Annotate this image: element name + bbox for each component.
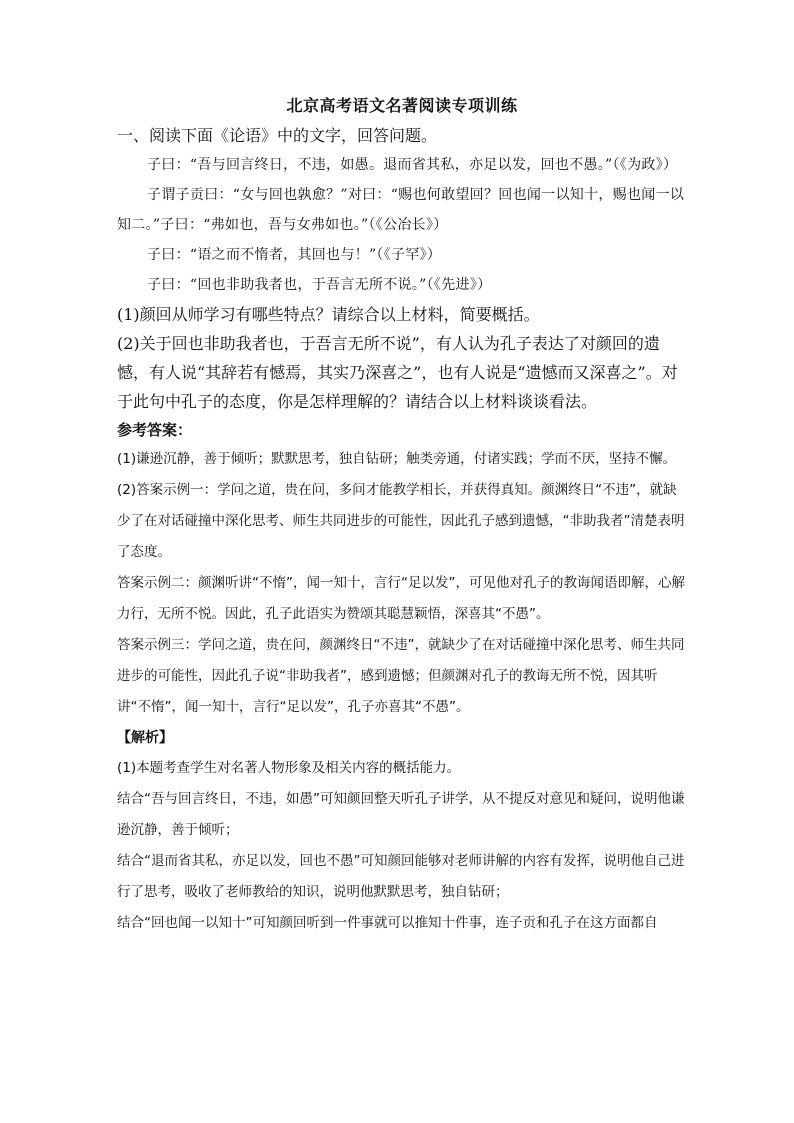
analysis-heading: 【解析】 — [117, 730, 173, 746]
answer-2-example-2: 答案示例二：颜渊听讲“不惰”，闻一知十，言行“足以发”，可见他对孔子的教诲闻语即解，心解力行，无所不悦。因此，孔子此语实为赞颂其聪慧颖悟，深喜其“不愚”。 — [117, 575, 685, 622]
quote-zihan: 子曰：“语之而不惰者，其回也与！”（《子罕》） — [147, 247, 442, 263]
answer-2-example-1: (2)答案示例一：学问之道，贵在问，多问才能教学相长，并获得真知。颜渊终日“不违”，就缺少了在对话碰撞中深化思考、师生共同进步的可能性，因此孔子感到遗憾，“非助我者”清楚表明了态度。 — [117, 482, 685, 560]
analysis-item: 结合“回也闻一以知十”可知颜回听到一件事就可以推知十件事，连子贡和孔子在这方面都自 — [117, 915, 658, 931]
quote-gongyechang: 子谓子贡曰：“女与回也孰愈？”对曰：“赐也何敢望回？回也闻一以知十，赐也闻一以知二。”子曰：“弗如也，吾与女弗如也。”（《公冶长》） — [117, 187, 685, 233]
quote-weizheng: 子曰：“吾与回言终日，不违，如愚。退而省其私，亦足以发，回也不愚。”（《为政》） — [147, 157, 678, 173]
answer-2-example-3: 答案示例三：学问之道，贵在问，颜渊终日“不违”，就缺少了在对话碰撞中深化思考、师生共同进步的可能性，因此孔子说“非助我者”，感到遗憾；但颜渊对孔子的教诲无所不悦，因其听讲“不惰”，闻一知十，言行“足以发”，孔子亦喜其“不愚”。 — [117, 637, 685, 715]
answers-heading: 参考答案： — [117, 421, 193, 439]
answer-1: (1)谦逊沉静，善于倾听；默默思考，独自钻研；触类旁通，付诸实践；学而不厌，坚持不懈。 — [117, 451, 677, 467]
question-1: (1)颜回从师学习有哪些特点？请综合以上材料，简要概括。 — [117, 305, 540, 324]
analysis-item: 结合“退而省其私，亦足以发，回也不愚”可知颜回能够对老师讲解的内容有发挥，说明他自己进行了思考，吸收了老师教给的知识，说明他默默思考，独自钻研； — [117, 853, 685, 900]
analysis-item: (1)本题考查学生对名著人物形象及相关内容的概括能力。 — [117, 760, 461, 776]
document-title: 北京高考语文名著阅读专项训练 — [286, 96, 518, 115]
document-page — [117, 93, 687, 939]
analysis-item: 结合“吾与回言终日，不违，如愚”可知颜回整天听孔子讲学，从不提反对意见和疑问，说明他谦逊沉静，善于倾听； — [117, 791, 685, 838]
question-2: (2)关于回也非助我者也，于吾言无所不说”，有人认为孔子表达了对颜回的遗憾，有人说“其辞若有憾焉，其实乃深喜之”，也有人说是“遗憾而又深喜之”。对于此句中孔子的态度，你是怎样理解的？请结合以上材料谈谈看法。 — [117, 334, 678, 411]
section-heading: 一、阅读下面《论语》中的文字，回答问题。 — [117, 126, 438, 145]
quote-xianjin: 子曰：“回也非助我者也，于吾言无所不说。”（《先进》） — [147, 277, 492, 293]
